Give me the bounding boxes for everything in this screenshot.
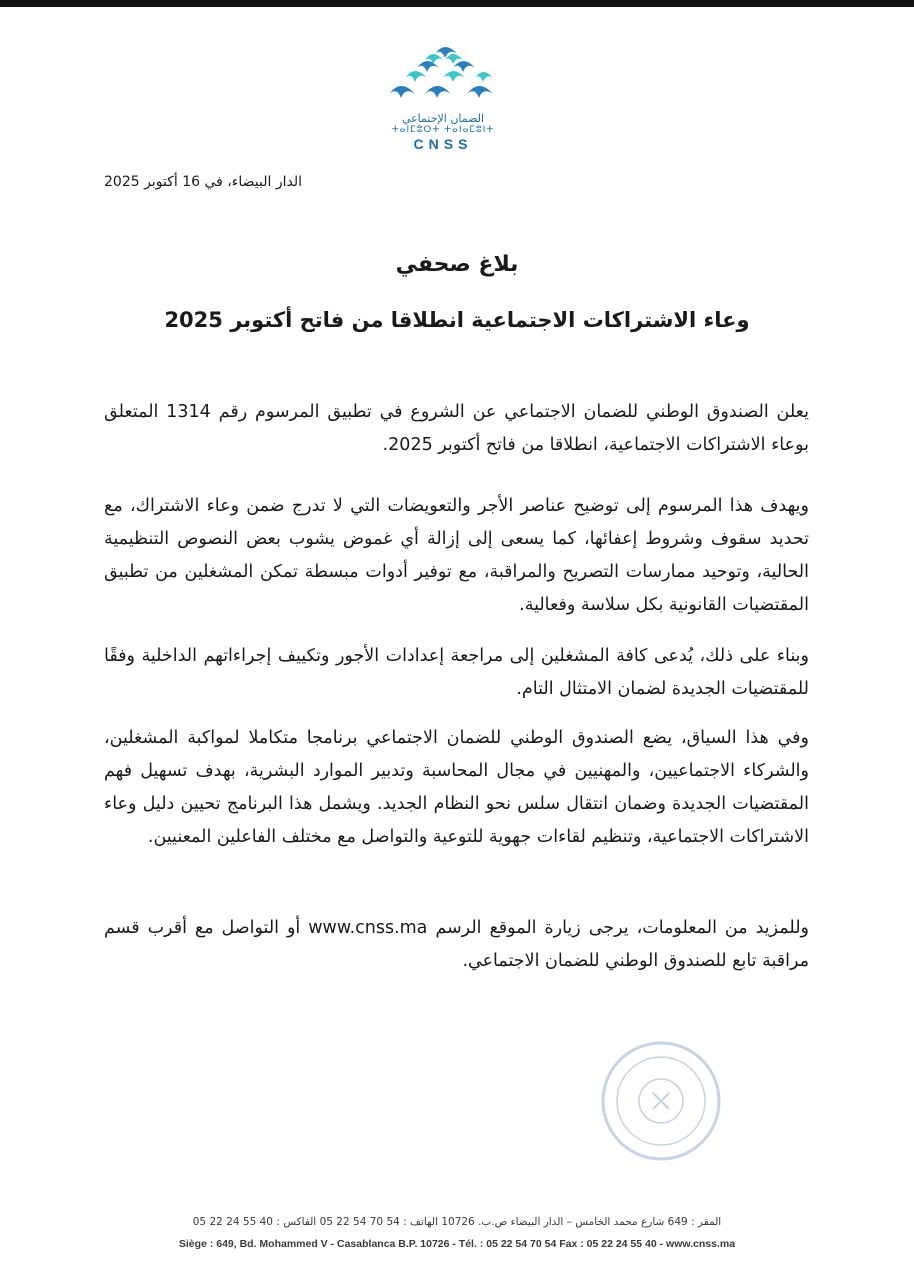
official-stamp (598, 1038, 724, 1164)
paragraph-contact: وللمزيد من المعلومات، يرجى زيارة الموقع الرسم www.cnss.ma أو التواصل مع أقرب قسم مراقبة تابع للصندوق الوطني للضمان الاجتماعي. (104, 918, 809, 971)
logo-tifinagh-name: ⵜⴰⵏⵎⵓⵔⵜ ⵜⴰⵏⴰⵎⵓⵏⵜ (391, 125, 495, 135)
footer-address-arabic: المقر : 649 شارع محمد الخامس – الدار البيضاء ص.ب. 10726 الهاتف : 54 70 54 22 05 الفاكس : 40 55 24 22 05 (192, 1216, 722, 1228)
document-title: بلاغ صحفي (395, 252, 519, 277)
footer-address-french: Siège : 649, Bd. Mohammed V - Casablanca B.P. 10726 - Tél. : 05 22 54 70 54 Fax : 05 22 24 55 40 - www.cnss.ma (178, 1238, 736, 1250)
paragraph-announcement: يعلن الصندوق الوطني للضمان الاجتماعي عن الشروع في تطبيق المرسوم رقم 1314 المتعلق بوعاء الاشتراكات الاجتماعية، انطلاقا من فاتح أكتوبر 2025. (104, 402, 809, 455)
paragraph-support-program: وفي هذا السياق، يضع الصندوق الوطني للضمان الاجتماعي برنامجا متكاملا لمواكبة المشغلين، والشركاء الاجتماعيين، والمهنيين في مجال المحاسبة وتدبير الموارد البشرية، بهدف تسهيل فهم المقتضيات الجديدة وضمان انتقال سلس نحو النظام الجديد. ويشمل هذا البرنامج تحيين دليل وعاء الاشتراكات الاجتماعية، وتنظيم لقاءات جهوية للتوعية والتواصل مع مختلف الفاعلين المعنيين. (104, 728, 809, 847)
top-border (0, 0, 914, 7)
cnss-logo (382, 36, 504, 176)
cnss-emblem-icon (385, 36, 501, 110)
paragraph-objectives: ويهدف هذا المرسوم إلى توضيح عناصر الأجر والتعويضات التي لا تدرج ضمن وعاء الاشتراك، مع تحديد سقوف وشروط إعفائها، كما يسعى إلى إزالة أي غموض يشوب بعض النصوص التنظيمية الحالية، وتوحيد ممارسات التصريح والمراقبة، مع توفير أدوات مبسطة تمكن المشغلين من تطبيق المقتضيات القانونية بكل سلاسة وفعالية. (104, 496, 809, 615)
logo-acronym: CNSS (413, 136, 473, 152)
logo-arabic-name: الضمان الإجتماعي (401, 112, 485, 125)
paragraph-employers: وبناء على ذلك، يُدعى كافة المشغلين إلى مراجعة إعدادات الأجور وتكييف إجراءاتهم الداخلية وفقًا للمقتضيات الجديدة لضمان الامتثال التام. (104, 646, 809, 699)
date-line: الدار البيضاء، في 16 أكتوبر 2025 (104, 174, 302, 190)
document-subtitle: وعاء الاشتراكات الاجتماعية انطلاقا من فاتح أكتوبر 2025 (164, 308, 750, 332)
